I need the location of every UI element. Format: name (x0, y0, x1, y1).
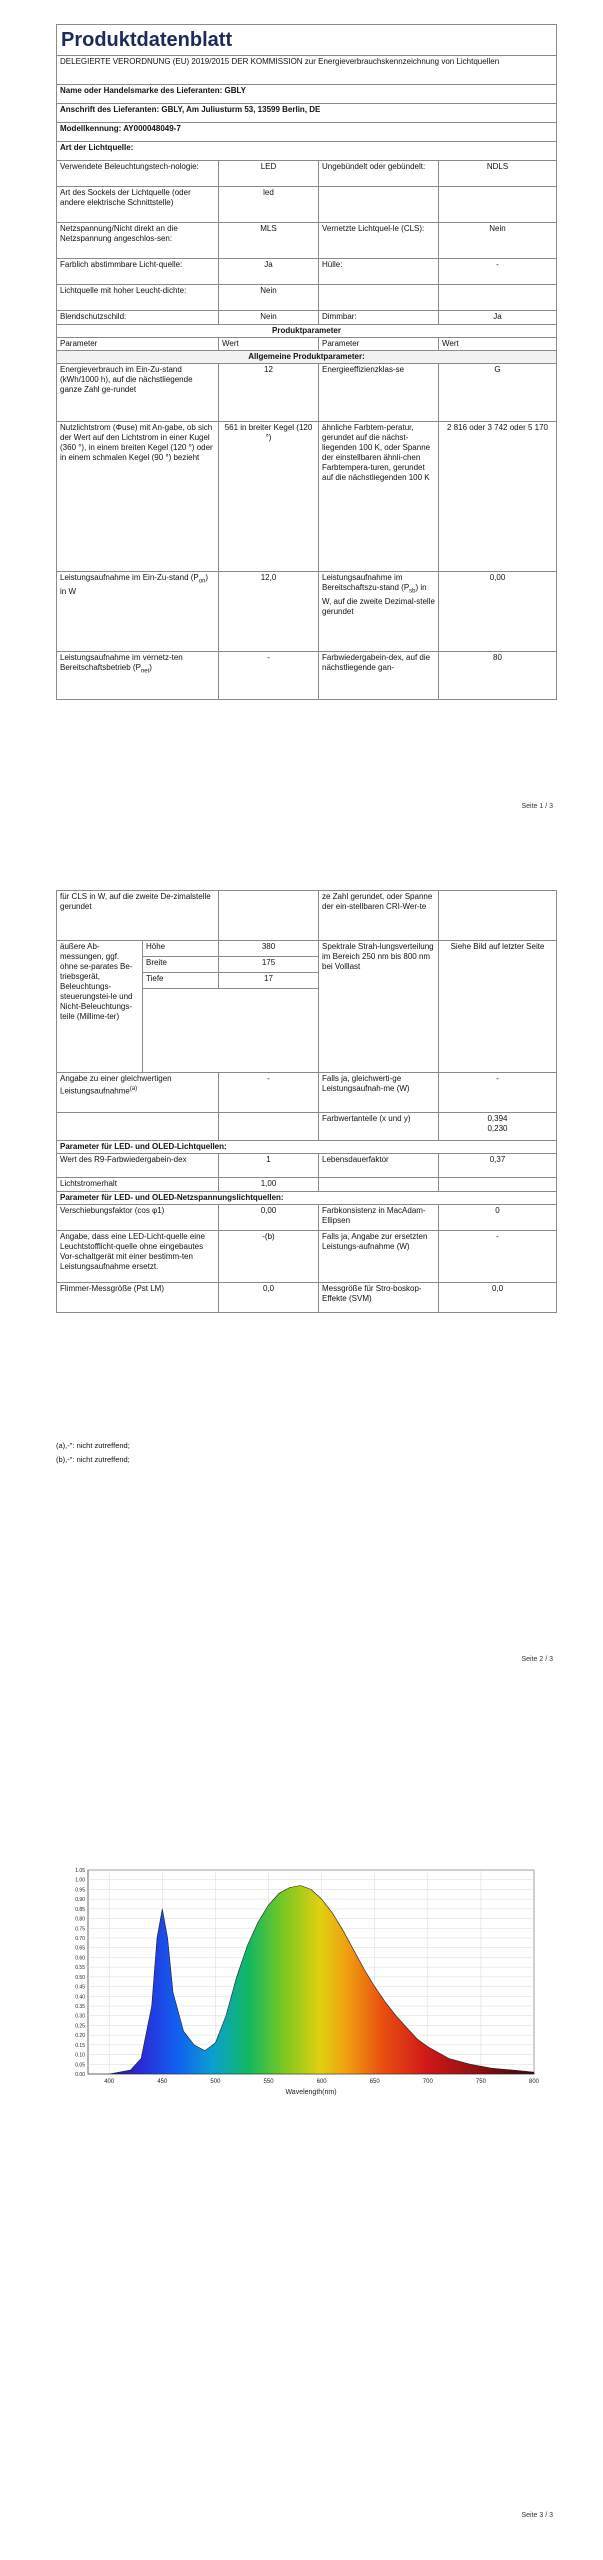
y-tick-label: 0.90 (75, 1897, 85, 1904)
supplier-name: Name oder Handelsmarke des Lieferanten: GBLY (57, 85, 557, 104)
cell-label: für CLS in W, auf die zweite De-zimalstelle gerundet (57, 891, 219, 941)
y-tick-label: 0.55 (75, 1965, 85, 1972)
cell-value: Ja (439, 311, 557, 325)
col-header: Wert (439, 338, 557, 351)
cell-value: 12 (219, 364, 319, 422)
col-header: Wert (219, 338, 319, 351)
y-tick-label: 0.40 (75, 1994, 85, 2001)
cell-value: 1 (219, 1154, 319, 1178)
cell-value: 0,37 (439, 1154, 557, 1178)
cell-label: Farbwiedergabein-dex, auf die nächstliegende gan- (319, 652, 439, 700)
y-tick-label: 0.25 (75, 2023, 85, 2030)
cell-label: ze Zahl gerundet, oder Spanne der ein-stellbaren CRI-Wer-te (319, 891, 439, 941)
cell-value: Nein (439, 223, 557, 259)
footnote-a: (a),-": nicht zutreffend; (56, 1441, 130, 1450)
y-tick-label: 0.15 (75, 2042, 85, 2049)
cell-value: Ja (219, 259, 319, 285)
y-tick-label: 0.80 (75, 1916, 85, 1923)
cell-value: G (439, 364, 557, 422)
cell-label: Verschiebungsfaktor (cos φ1) (57, 1205, 219, 1231)
y-tick-label: 0.85 (75, 1906, 85, 1913)
cell-label: Leistungsaufnahme im vernetz-ten Bereitschaftsbetrieb $(P_{net})$ (57, 652, 219, 700)
cell-label: Verwendete Beleuchtungstech-nologie: (57, 161, 219, 187)
cell-value: 12,0 (219, 572, 319, 652)
y-tick-label: 0.70 (75, 1936, 85, 1942)
cell-value: LED (219, 161, 319, 187)
page-number: Seite 2 / 3 (521, 1656, 553, 1663)
cell-label: Hülle: (319, 259, 439, 285)
cell-label: Flimmer-Messgröße (Pst LM) (57, 1283, 219, 1313)
y-tick-label: 1.00 (75, 1877, 85, 1884)
y-tick-label: 1.05 (75, 1868, 85, 1874)
cell-label: Farbwertanteile (x und y) (319, 1113, 439, 1141)
cell-label: Lebensdauerfaktor (319, 1154, 439, 1178)
y-tick-label: 0.95 (75, 1887, 85, 1894)
cell-label: Art des Sockels der Lichtquelle (oder andere elektrische Schnittstelle) (57, 187, 219, 223)
regulation-text: DELEGIERTE VERORDNUNG (EU) 2019/2015 DER KOMMISSION zur Energieverbrauchskennzeichnung von Lichtquellen (57, 56, 557, 85)
dim-value: 380 (219, 941, 319, 957)
spectral-distribution-chart (54, 1862, 544, 2102)
cell-label: Farbkonsistenz in MacAdam-Ellipsen (319, 1205, 439, 1231)
cell-label: ähnliche Farbtem-peratur, gerundet auf die nächst-liegenden 100 K, oder Spanne der einstellbaren ähnli-chen Farbtempera-turen, gerundet auf die nächstliegenden 100 K (319, 422, 439, 572)
cell-value: MLS (219, 223, 319, 259)
led-params-header: Parameter für LED- und OLED-Lichtquellen: (57, 1141, 557, 1154)
cell-value: Nein (219, 285, 319, 311)
y-tick-label: 0.30 (75, 2013, 85, 2020)
cell-value: NDLS (439, 161, 557, 187)
page-number: Seite 1 / 3 (521, 803, 553, 810)
dim-name: Tiefe (143, 973, 219, 989)
cell-value: 0,00 (439, 572, 557, 652)
cell-value: 0,00 (219, 1205, 319, 1231)
spectral-value: Siehe Bild auf letzter Seite (439, 941, 557, 1073)
cell-label: Nutzlichtstrom (Φuse) mit An-gabe, ob sich der Wert auf den Lichtstrom in einer Kugel (360 °), in einem breiten Kegel (120 °) oder in einem schmalen Kegel (90 °) bezieht (57, 422, 219, 572)
dim-name: Breite (143, 957, 219, 973)
general-params-header: Allgemeine Produktparameter: (57, 351, 557, 364)
cell-label: Messgröße für Stro-boskop-Effekte (SVM) (319, 1283, 439, 1313)
cell-label: Energieeffizienzklas-se (319, 364, 439, 422)
y-tick-label: 0.05 (75, 2062, 85, 2069)
cell-label: Dimmbar: (319, 311, 439, 325)
y-tick-label: 0.35 (75, 2004, 85, 2010)
cell-value: led (219, 187, 319, 223)
x-tick-label: 450 (157, 2079, 168, 2085)
footnote-b: (b),-": nicht zutreffend; (56, 1455, 130, 1464)
mains-params-header: Parameter für LED- und OLED-Netzspannungslichtquellen: (57, 1192, 557, 1205)
cell-label: Vernetzte Lichtquel-le (CLS): (319, 223, 439, 259)
x-axis-ticks (104, 2079, 539, 2085)
y-tick-label: 0.75 (75, 1926, 85, 1933)
light-source-type: Art der Lichtquelle: (57, 142, 557, 161)
y-tick-label: 0.20 (75, 2033, 85, 2040)
x-tick-label: 600 (316, 2079, 327, 2085)
cell-label: Netzspannung/Nicht direkt an die Netzspannung angeschlos-sen: (57, 223, 219, 259)
supplier-address: Anschrift des Lieferanten: GBLY, Am Juliusturm 53, 13599 Berlin, DE (57, 104, 557, 123)
cell-label: Angabe, dass eine LED-Licht-quelle eine Leuchtstofflicht-quelle ohne eingebautes Vor-schaltgerät mit einer bestimm-ten Leistungsaufnahme ersetzt. (57, 1231, 219, 1283)
cell-value: 80 (439, 652, 557, 700)
x-tick-label: 750 (475, 2079, 486, 2085)
x-tick-label: 650 (369, 2079, 380, 2085)
dim-value: 17 (219, 973, 319, 989)
cell-label: Angabe zu einer gleichwertigen Leistungsaufnahme$^{(a)}$ (57, 1073, 219, 1113)
cell-value: 0 (439, 1205, 557, 1231)
cell-label: Leistungsaufnahme im Bereitschaftszu-stand $(P_{sb})$ in W, auf die zweite Dezimal-stelle gerundet (319, 572, 439, 652)
cell-value: -(b) (219, 1231, 319, 1283)
cell-value: 0,0 (219, 1283, 319, 1313)
y-axis-ticks (75, 1868, 85, 2078)
cell-label: Falls ja, Angabe zur ersetzten Leistungs-aufnahme (W) (319, 1231, 439, 1283)
cell-value: 2 816 oder 3 742 oder 5 170 (439, 422, 557, 572)
cell-label: Lichtquelle mit hoher Leucht-dichte: (57, 285, 219, 311)
dim-value: 175 (219, 957, 319, 973)
page-number: Seite 3 / 3 (521, 2512, 553, 2519)
spectral-label: Spektrale Strah-lungsverteilung im Bereich 250 nm bis 800 nm bei Volllast (319, 941, 439, 1073)
cell-value: 0,394 0,230 (439, 1113, 557, 1141)
cell-label: Ungebündelt oder gebündelt: (319, 161, 439, 187)
cell-label: Wert des R9-Farbwiedergabein-dex (57, 1154, 219, 1178)
cell-label: Energieverbrauch im Ein-Zu-stand (kWh/1000 h), auf die nächstliegende ganze Zahl ge-rundet (57, 364, 219, 422)
cell-label: Leistungsaufnahme im Ein-Zu-stand $(P_{on})$ in W (57, 572, 219, 652)
x-tick-label: 400 (104, 2079, 115, 2085)
col-header: Parameter (319, 338, 439, 351)
x-tick-label: 800 (528, 2079, 540, 2085)
cell-value: - (439, 1073, 557, 1113)
cell-value: - (439, 259, 557, 285)
cell-label: Lichtstromerhalt (57, 1178, 219, 1192)
y-tick-label: 0.50 (75, 1974, 85, 1981)
cell-value: - (219, 1073, 319, 1113)
cell-value: - (439, 1231, 557, 1283)
cell-value: 561 in breiter Kegel (120 °) (219, 422, 319, 572)
cell-label: Falls ja, gleichwerti-ge Leistungsaufnah-me (W) (319, 1073, 439, 1113)
y-tick-label: 0.10 (75, 2052, 85, 2059)
cell-value: Nein (219, 311, 319, 325)
cell-value: 0,0 (439, 1283, 557, 1313)
dimensions-label: äußere Ab-messungen, ggf. ohne se-parates Be-triebsgerät, Beleuchtungs-steuerungstei-le und Nicht-Beleuchtungs-teile (Millime-ter) (57, 941, 143, 1073)
cell-value: - (219, 652, 319, 700)
y-tick-label: 0.00 (75, 2072, 85, 2078)
cell-value: 1,00 (219, 1178, 319, 1192)
y-tick-label: 0.65 (75, 1945, 85, 1952)
params-header: Produktparameter (57, 325, 557, 338)
x-axis-title: Wavelength(nm) (285, 2089, 337, 2096)
y-tick-label: 0.45 (75, 1984, 85, 1991)
y-tick-label: 0.60 (75, 1955, 85, 1962)
cell-label: Blendschutzschild: (57, 311, 219, 325)
x-tick-label: 700 (422, 2079, 433, 2085)
x-tick-label: 500 (210, 2079, 221, 2085)
model-id: Modellkennung: AY000048049-7 (57, 123, 557, 142)
datasheet-title: Produktdatenblatt (57, 25, 557, 56)
col-header: Parameter (57, 338, 219, 351)
x-tick-label: 550 (263, 2079, 274, 2085)
cell-label: Farblich abstimmbare Licht-quelle: (57, 259, 219, 285)
dim-name: Höhe (143, 941, 219, 957)
